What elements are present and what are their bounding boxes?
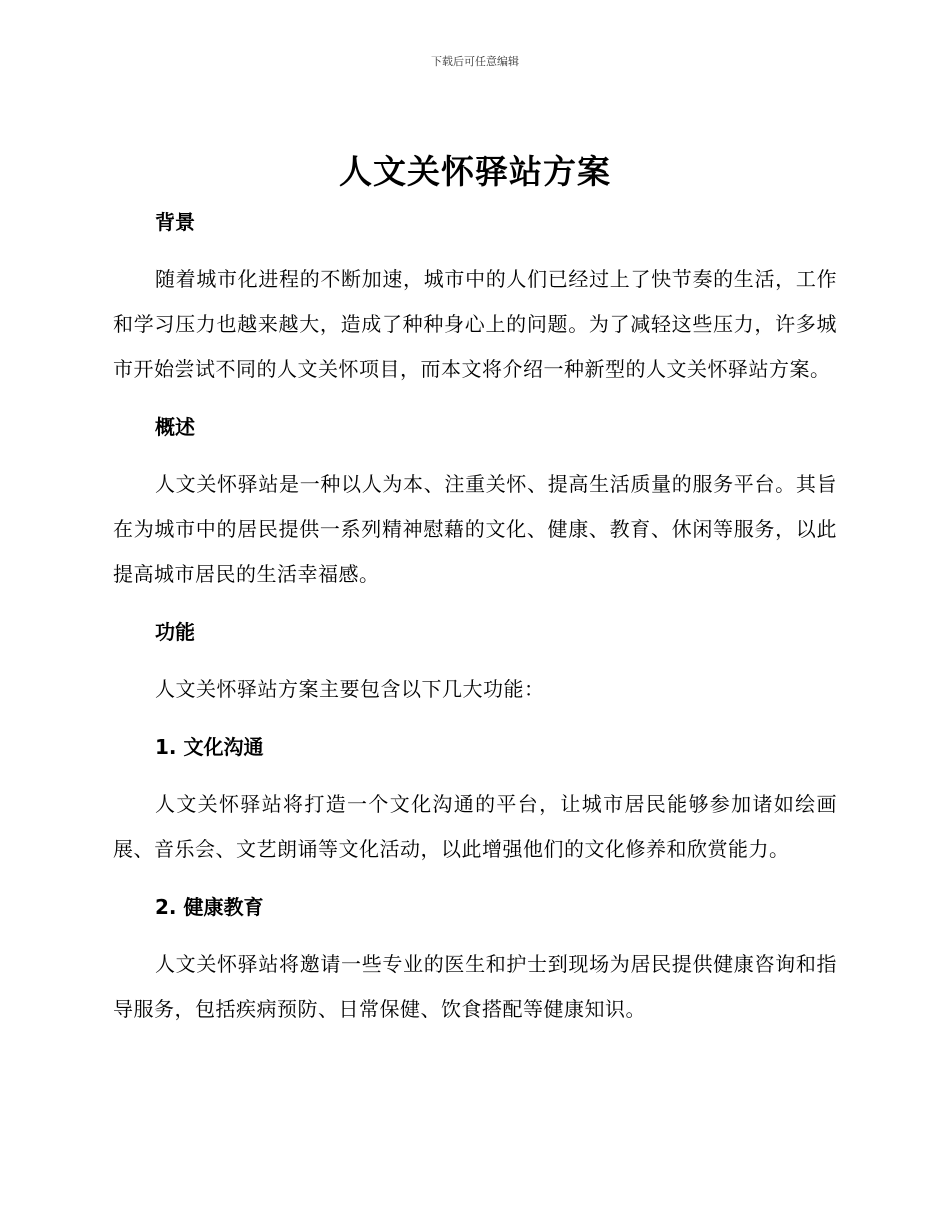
spacer: [113, 392, 837, 405]
spacer: [113, 769, 837, 782]
paragraph-culture: 人文关怀驿站将打造一个文化沟通的平台，让城市居民能够参加诸如绘画展、音乐会、文艺朗诵等文化活动，以此增强他们的文化修养和欣赏能力。: [113, 792, 837, 861]
document-body: [113, 200, 837, 1032]
section-heading-functions: 功能: [155, 620, 195, 644]
paragraph-functions-intro: 人文关怀驿站方案主要包含以下几大功能：: [155, 677, 545, 701]
spacer: [113, 449, 837, 462]
spacer: [113, 872, 837, 885]
spacer: [113, 712, 837, 725]
subsection-heading-health: 2. 健康教育: [155, 895, 264, 919]
paragraph-overview: 人文关怀驿站是一种以人为本、注重关怀、提高生活质量的服务平台。其旨在为城市中的居民提供一系列精神慰藉的文化、健康、教育、休闲等服务，以此提高城市居民的生活幸福感。: [113, 472, 837, 586]
paragraph-background: 随着城市化进程的不断加速，城市中的人们已经过上了快节奏的生活，工作和学习压力也越来越大，造成了种种身心上的问题。为了减轻这些压力，许多城市开始尝试不同的人文关怀项目，而本文将介绍一种新型的人文关怀驿站方案。: [113, 267, 837, 381]
header-watermark: 下载后可任意编辑: [431, 55, 519, 68]
subsection-heading-culture: 1. 文化沟通: [155, 735, 264, 759]
spacer: [113, 654, 837, 667]
spacer: [113, 244, 837, 257]
document-title: 人文关怀驿站方案: [339, 152, 611, 191]
spacer: [113, 597, 837, 610]
paragraph-health: 人文关怀驿站将邀请一些专业的医生和护士到现场为居民提供健康咨询和指导服务，包括疾病预防、日常保健、饮食搭配等健康知识。: [113, 952, 837, 1021]
spacer: [113, 929, 837, 942]
section-heading-background: 背景: [155, 210, 195, 234]
section-heading-overview: 概述: [155, 415, 195, 439]
